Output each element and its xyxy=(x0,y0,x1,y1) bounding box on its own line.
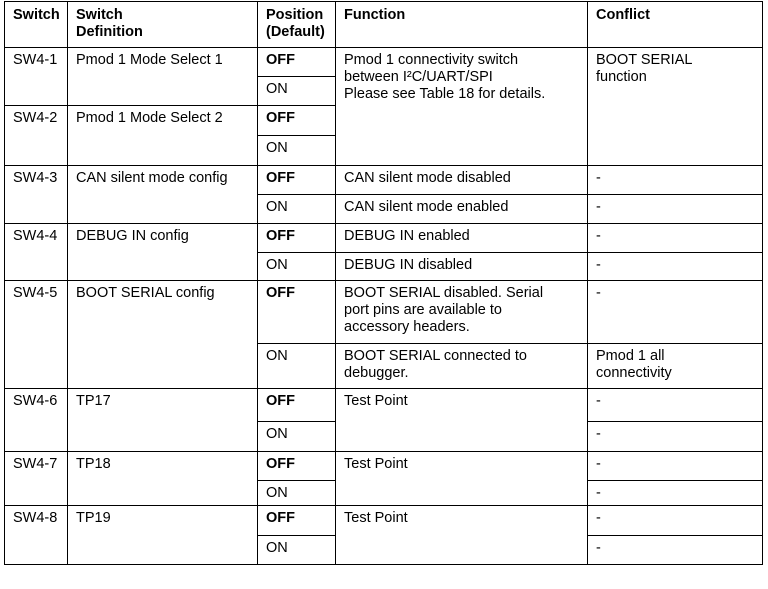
header-position: Position (Default) xyxy=(258,2,336,48)
switch-cell: SW4-3 xyxy=(5,166,68,224)
table-row xyxy=(5,281,763,344)
function-cell: Pmod 1 connectivity switch between I²C/UART/SPI Please see Table 18 for details. xyxy=(336,48,588,166)
definition-cell: TP18 xyxy=(68,452,258,506)
conflict-cell: - xyxy=(588,506,763,536)
definition-cell: CAN silent mode config xyxy=(68,166,258,224)
function-cell: DEBUG IN enabled xyxy=(336,224,588,253)
position-cell: ON xyxy=(258,344,336,389)
definition-cell: Pmod 1 Mode Select 2 xyxy=(68,106,258,166)
position-cell: OFF xyxy=(258,506,336,536)
conflict-cell: - xyxy=(588,481,763,506)
position-cell: ON xyxy=(258,253,336,281)
definition-cell: TP19 xyxy=(68,506,258,565)
definition-cell: TP17 xyxy=(68,389,258,452)
table-row xyxy=(5,166,763,195)
position-cell: OFF xyxy=(258,224,336,253)
switch-cell: SW4-2 xyxy=(5,106,68,166)
conflict-cell: - xyxy=(588,536,763,565)
position-cell: ON xyxy=(258,136,336,166)
switch-cell: SW4-1 xyxy=(5,48,68,106)
header-function: Function xyxy=(336,2,588,48)
header-definition: Switch Definition xyxy=(68,2,258,48)
table-row xyxy=(5,48,763,77)
function-cell: BOOT SERIAL connected to debugger. xyxy=(336,344,588,389)
function-cell: CAN silent mode disabled xyxy=(336,166,588,195)
table-row xyxy=(5,224,763,253)
function-cell: CAN silent mode enabled xyxy=(336,195,588,224)
position-cell: OFF xyxy=(258,106,336,136)
function-cell: BOOT SERIAL disabled. Serial port pins are available to accessory headers. xyxy=(336,281,588,344)
position-cell: OFF xyxy=(258,48,336,77)
definition-cell: Pmod 1 Mode Select 1 xyxy=(68,48,258,106)
position-cell: ON xyxy=(258,195,336,224)
conflict-cell: - xyxy=(588,195,763,224)
conflict-cell: BOOT SERIAL function xyxy=(588,48,763,166)
switch-cell: SW4-6 xyxy=(5,389,68,452)
position-cell: OFF xyxy=(258,281,336,344)
function-cell: Test Point xyxy=(336,389,588,452)
function-cell: Test Point xyxy=(336,452,588,506)
conflict-cell: - xyxy=(588,253,763,281)
conflict-cell: - xyxy=(588,389,763,422)
table-row xyxy=(5,452,763,481)
conflict-cell: - xyxy=(588,166,763,195)
function-cell: Test Point xyxy=(336,506,588,565)
definition-cell: DEBUG IN config xyxy=(68,224,258,281)
position-cell: ON xyxy=(258,536,336,565)
switch-cell: SW4-4 xyxy=(5,224,68,281)
position-cell: ON xyxy=(258,481,336,506)
definition-cell: BOOT SERIAL config xyxy=(68,281,258,389)
position-cell: OFF xyxy=(258,389,336,422)
conflict-cell: - xyxy=(588,224,763,253)
conflict-cell: - xyxy=(588,452,763,481)
position-cell: ON xyxy=(258,77,336,106)
position-cell: OFF xyxy=(258,452,336,481)
conflict-cell: - xyxy=(588,422,763,452)
table-row xyxy=(5,389,763,422)
header-switch: Switch xyxy=(5,2,68,48)
header-conflict: Conflict xyxy=(588,2,763,48)
dip-switch-table xyxy=(4,1,763,565)
table-row xyxy=(5,506,763,536)
switch-cell: SW4-7 xyxy=(5,452,68,506)
conflict-cell: Pmod 1 all connectivity xyxy=(588,344,763,389)
position-cell: OFF xyxy=(258,166,336,195)
conflict-cell: - xyxy=(588,281,763,344)
position-cell: ON xyxy=(258,422,336,452)
switch-cell: SW4-5 xyxy=(5,281,68,389)
switch-cell: SW4-8 xyxy=(5,506,68,565)
function-cell: DEBUG IN disabled xyxy=(336,253,588,281)
